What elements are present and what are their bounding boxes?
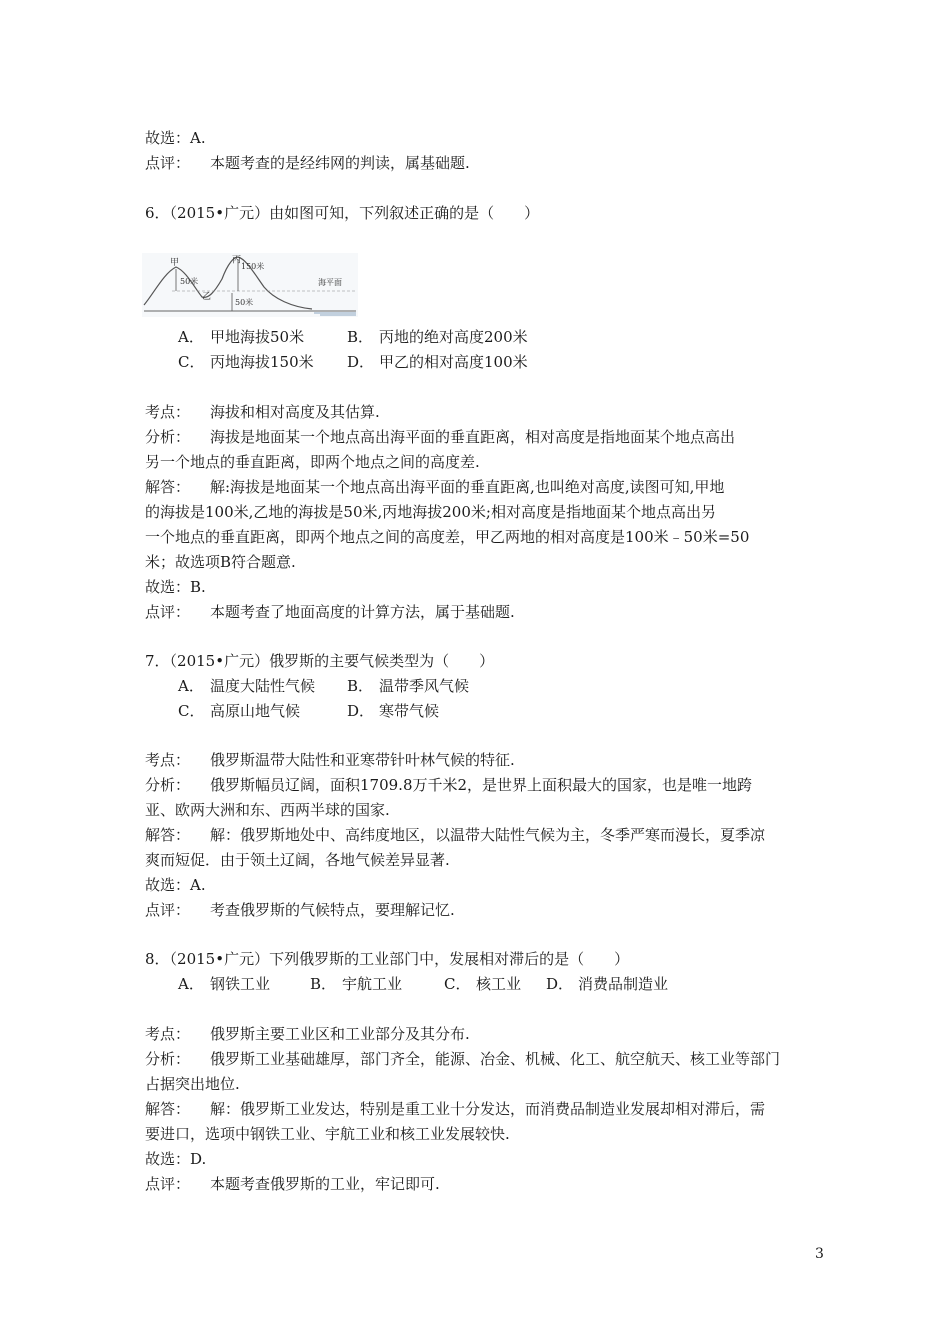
q6-fenxi-1: 分析： 海拔是地面某一个地点高出海平面的垂直距离，相对高度是指地面某个地点高出 xyxy=(145,428,736,446)
q7-choice: 故选：A. xyxy=(145,876,206,894)
q6-fenxi-2: 另一个地点的垂直距离，即两个地点之间的高度差. xyxy=(145,453,480,471)
q8-kaodian: 考点： 俄罗斯主要工业区和工业部分及其分布. xyxy=(145,1025,470,1043)
q8-choice: 故选：D. xyxy=(145,1150,207,1168)
q6-jieda-4: 米；故选项B符合题意. xyxy=(145,553,296,571)
q7-fenxi-2: 亚、欧两大洲和东、西两半球的国家. xyxy=(145,801,390,819)
q5-review: 点评： 本题考查的是经纬网的判读，属基础题. xyxy=(145,154,470,172)
q8-fenxi-2: 占据突出地位. xyxy=(145,1075,240,1093)
label-jia: 甲 xyxy=(170,258,180,268)
q6-terrain-figure xyxy=(142,253,358,317)
q8-stem: 8．（2015•广元）下列俄罗斯的工业部门中，发展相对滞后的是（ ） xyxy=(145,950,630,968)
q6-jieda-1: 解答： 解:海拔是地面某一个地点高出海平面的垂直距离,也叫绝对高度,读图可知,甲地 xyxy=(145,478,725,496)
label-yi: 乙 xyxy=(202,292,212,302)
label-sea-level: 海平面 xyxy=(318,278,342,287)
page-number: 3 xyxy=(815,1246,824,1262)
q6-review: 点评： 本题考查了地面高度的计算方法，属于基础题. xyxy=(145,603,515,621)
q8-fenxi-1: 分析： 俄罗斯工业基础雄厚，部门齐全，能源、冶金、机械、化工、航空航天、核工业等部门 xyxy=(145,1050,781,1068)
q7-options-row-2: C． 高原山地气候 D． 寒带气候 xyxy=(178,702,440,720)
label-50m-base: 50米 xyxy=(235,298,254,307)
q6-options-row-2: C． 丙地海拔150米 D． 甲乙的相对高度100米 xyxy=(178,353,528,371)
q7-review: 点评： 考查俄罗斯的气候特点，要理解记忆. xyxy=(145,901,455,919)
label-bing: 丙 xyxy=(232,255,242,266)
q6-stem: 6．（2015•广元）由如图可知，下列叙述正确的是（ ） xyxy=(145,204,540,222)
q8-review: 点评： 本题考查俄罗斯的工业，牢记即可. xyxy=(145,1175,440,1193)
q7-fenxi-1: 分析： 俄罗斯幅员辽阔，面积1709.8万千米2，是世界上面积最大的国家，也是唯一地跨 xyxy=(145,776,753,794)
q7-stem: 7．（2015•广元）俄罗斯的主要气候类型为（ ） xyxy=(145,652,495,670)
q6-choice: 故选：B. xyxy=(145,578,206,596)
q7-options-row-1: A． 温度大陆性气候 B． 温带季风气候 xyxy=(178,677,470,695)
q5-choice: 故选：A. xyxy=(145,129,206,147)
label-50m-jia: 50米 xyxy=(180,277,199,286)
q6-options-row-1: A． 甲地海拔50米 B． 丙地的绝对高度200米 xyxy=(178,328,528,346)
q8-options-row: A． 钢铁工业 B． 宇航工业 C． 核工业 D． 消费品制造业 xyxy=(178,975,669,993)
q7-jieda-1: 解答： 解：俄罗斯地处中、高纬度地区，以温带大陆性气候为主，冬季严寒而漫长，夏季凉 xyxy=(145,826,766,844)
q6-kaodian: 考点： 海拔和相对高度及其估算. xyxy=(145,403,380,421)
q6-jieda-3: 一个地点的垂直距离，即两个地点之间的高度差，甲乙两地的相对高度是100米﹣50米=50 xyxy=(145,528,750,546)
q6-jieda-2: 的海拔是100米,乙地的海拔是50米,丙地海拔200米;相对高度是指地面某个地点高出另 xyxy=(145,503,716,521)
q8-jieda-1: 解答： 解：俄罗斯工业发达，特别是重工业十分发达，而消费品制造业发展却相对滞后，需 xyxy=(145,1100,766,1118)
q8-jieda-2: 要进口，选项中钢铁工业、宇航工业和核工业发展较快. xyxy=(145,1125,510,1143)
q7-kaodian: 考点： 俄罗斯温带大陆性和亚寒带针叶林气候的特征. xyxy=(145,751,515,769)
label-150m: 150米 xyxy=(241,262,265,271)
q7-jieda-2: 爽而短促．由于领土辽阔，各地气候差异显著. xyxy=(145,851,450,869)
